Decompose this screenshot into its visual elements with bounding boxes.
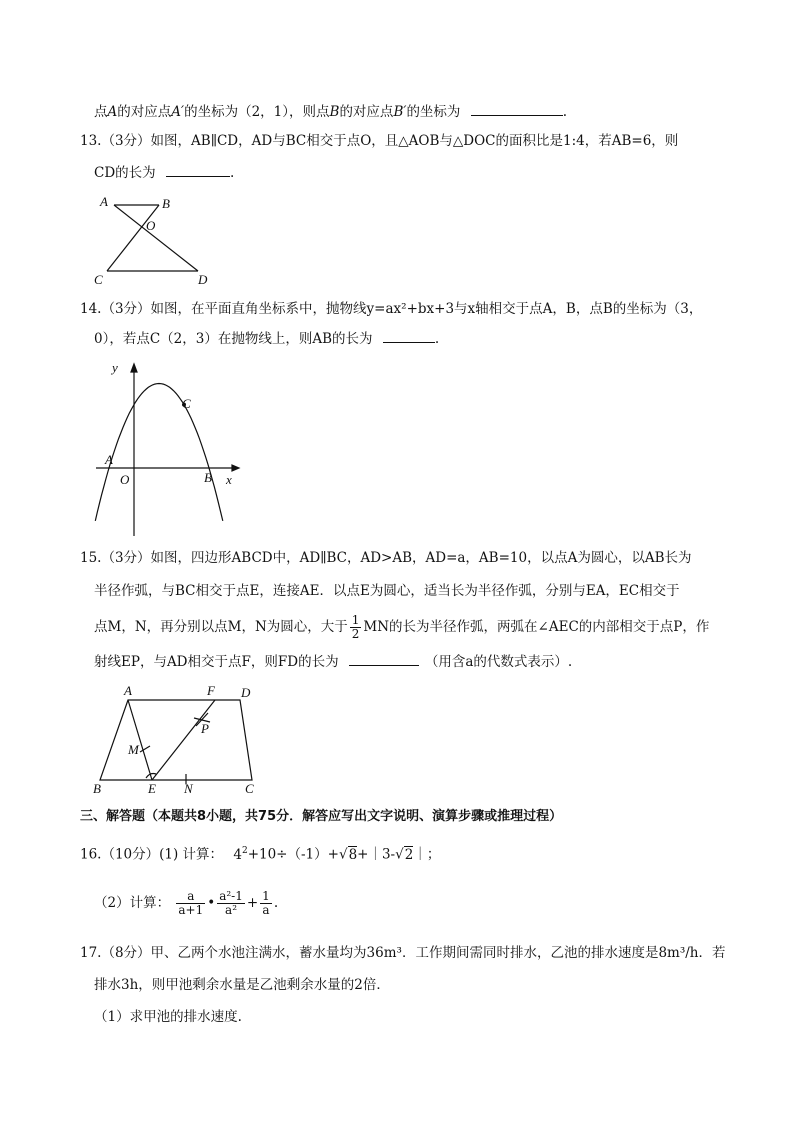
q15-line1: 15.（3分）如图，四边形ABCD中，AD∥BC，AD>AB，AD=a，AB=10，以点A为圆心，以AB长为 xyxy=(80,550,692,566)
label-n: N xyxy=(184,781,193,796)
label-b: B xyxy=(93,781,101,796)
segment-ae xyxy=(128,700,152,780)
quadrilateral-abcd xyxy=(100,700,252,780)
fraction-a2-minus-1-over-a2: $\frac{\text{a²-1}}{\text{a²}}$ xyxy=(219,889,243,917)
answer-blank-q14[interactable] xyxy=(383,330,435,343)
q13-line2: CD的长为 . xyxy=(94,165,235,181)
fraction-one-half: $\frac{1}{2}$ xyxy=(351,613,360,641)
q15-line3: 点M，N，再分别以点M，N为圆心，大于 $\frac{1}{2}$ MN的长为半径作弧，两弧在∠AEC的内部相交于点P，作 xyxy=(94,613,710,641)
q15-figure xyxy=(90,682,270,797)
fraction-a-over-a-plus-1: $\frac{a}{a+1}$ xyxy=(178,889,204,917)
label-x: x xyxy=(226,472,232,487)
q14-line1: 14.（3分）如图，在平面直角坐标系中，抛物线y=ax²+bx+3与x轴相交于点A，B，点B的坐标为（3， xyxy=(80,301,703,317)
segment-bc xyxy=(107,205,159,271)
label-a: A xyxy=(105,452,113,467)
label-o: O xyxy=(120,472,130,487)
ray-ep xyxy=(152,700,215,780)
section-heading: 三、解答题（本题共8小题，共75分．解答应写出文字说明、演算步骤或推理过程） xyxy=(80,809,563,824)
label-e: E xyxy=(148,781,156,796)
label-c: C xyxy=(245,781,254,796)
label-f: F xyxy=(207,683,215,698)
label-c: C xyxy=(182,396,191,411)
y-axis-arrow xyxy=(131,364,137,372)
q17-line1: 17.（8分）甲、乙两个水池注满水，蓄水量均为36m³．工作期间需同时排水，乙池的排水速度是8m³/h．若 xyxy=(80,945,726,961)
label-m: M xyxy=(128,742,139,757)
label-o: O xyxy=(146,218,156,233)
answer-blank-q12[interactable] xyxy=(471,103,563,116)
label-d: D xyxy=(241,685,251,700)
q15-line2: 半径作弧，与BC相交于点E，连接AE．以点E为圆心，适当长为半径作弧，分别与EA，EC相交于 xyxy=(94,583,680,599)
label-b: B xyxy=(204,470,212,485)
fraction-1-over-a: $\frac{1}{a}$ xyxy=(262,889,270,917)
answer-blank-q15[interactable] xyxy=(349,653,419,666)
q14-figure xyxy=(92,360,252,540)
label-a: A xyxy=(100,194,108,209)
q16-part2: （2）计算： $\frac{a}{a+1}$ • $\frac{\text{a²-1}}{\text{a²}}$ + $\frac{1}{a}$ . xyxy=(94,889,279,917)
label-p: P xyxy=(201,721,209,736)
label-y: y xyxy=(112,360,118,375)
label-d: D xyxy=(198,272,208,287)
x-axis-arrow xyxy=(232,465,239,471)
parabola-curve xyxy=(95,384,223,521)
q15-line4: 射线EP，与AD相交于点F，则FD的长为 （用含a的代数式表示）. xyxy=(94,654,573,670)
label-a: A xyxy=(124,683,132,698)
answer-blank-q13[interactable] xyxy=(166,164,230,177)
q14-line2: 0），若点C（2，3）在抛物线上，则AB的长为 . xyxy=(94,331,440,347)
q12-continuation: 点A的对应点A′的坐标为（2，1），则点B的对应点B′的坐标为 . xyxy=(94,104,568,120)
segment-ad xyxy=(114,205,198,271)
q17-line3: （1）求甲池的排水速度. xyxy=(94,1009,242,1025)
q13-line1: 13.（3分）如图，AB∥CD，AD与BC相交于点O，且△AOB与△DOC的面积比是1:4，若AB=6，则 xyxy=(80,133,679,149)
q16-part1: 16.（10分）(1) 计算： $4^2+10\div(-1)+√8+|3-√2|$； xyxy=(80,846,441,863)
q13-figure xyxy=(90,192,220,287)
label-c: C xyxy=(94,272,103,287)
q17-line2: 排水3h，则甲池剩余水量是乙池剩余水量的2倍． xyxy=(94,977,390,993)
label-b: B xyxy=(162,196,170,211)
